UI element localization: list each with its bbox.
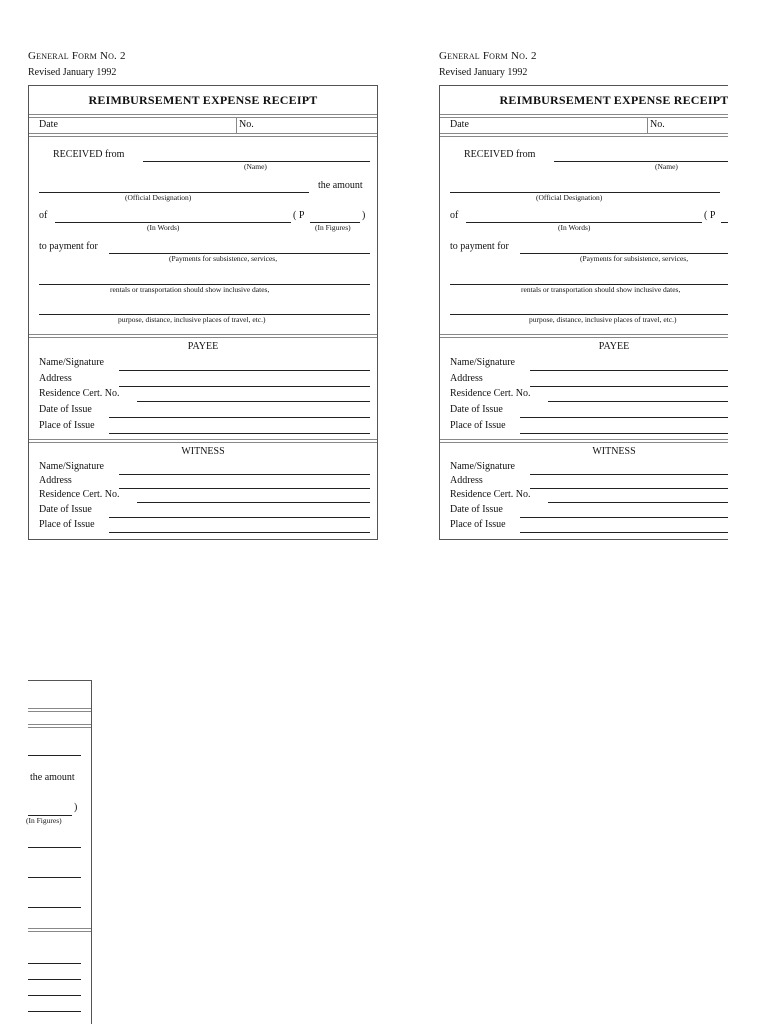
payment-note-3: purpose, distance, inclusive places of travel, etc.) <box>529 315 677 324</box>
form-top-edge <box>28 680 91 681</box>
witness-place-label: Place of Issue <box>39 519 95 530</box>
no-label: No. <box>650 119 665 130</box>
p-open: ( P <box>293 210 305 221</box>
in-figures-caption: (In Figures) <box>315 223 351 232</box>
payee-place-label: Place of Issue <box>450 420 506 431</box>
divider <box>28 928 91 932</box>
amount-figures-field[interactable] <box>721 222 728 223</box>
payee-residence-label: Residence Cert. No. <box>39 388 120 399</box>
name-caption: (Name) <box>655 162 678 171</box>
revision-date: Revised January 1992 <box>28 67 117 78</box>
payee-address-field[interactable] <box>530 386 728 387</box>
witness-place-field[interactable] <box>520 532 728 533</box>
payment-note-1: (Payments for subsistence, services, <box>580 254 689 263</box>
payee-residence-field[interactable] <box>28 995 81 996</box>
form-title: REIMBURSEMENT EXPENSE RECEIPT <box>88 93 318 107</box>
payment-for-field-2[interactable] <box>28 877 81 878</box>
divider <box>440 133 728 137</box>
to-payment-for-label: to payment for <box>39 241 98 252</box>
the-amount-label: the amount <box>318 180 363 191</box>
name-field[interactable] <box>554 161 728 162</box>
payee-address-field[interactable] <box>28 979 81 980</box>
divider <box>440 439 728 443</box>
payee-residence-label: Residence Cert. No. <box>450 388 531 399</box>
witness-date-label: Date of Issue <box>39 504 92 515</box>
payee-heading: PAYEE <box>187 341 219 352</box>
payee-name-label: Name/Signature <box>450 357 515 368</box>
date-label: Date <box>39 119 58 130</box>
payee-address-label: Address <box>450 373 483 384</box>
payee-residence-field[interactable] <box>548 401 728 402</box>
name-caption: (Name) <box>244 162 267 171</box>
p-close: ) <box>74 802 78 813</box>
witness-residence-field[interactable] <box>548 502 728 503</box>
payee-date-label: Date of Issue <box>450 404 503 415</box>
divider <box>28 724 91 728</box>
of-label: of <box>450 210 459 221</box>
witness-date-field[interactable] <box>520 517 728 518</box>
payee-place-field[interactable] <box>520 433 728 434</box>
name-field[interactable] <box>28 755 81 756</box>
payee-place-label: Place of Issue <box>39 420 95 431</box>
witness-residence-label: Residence Cert. No. <box>39 489 120 500</box>
payee-date-label: Date of Issue <box>39 404 92 415</box>
payee-date-field[interactable] <box>28 1011 81 1012</box>
official-designation-caption: (Official Designation) <box>536 193 603 202</box>
official-designation-caption: (Official Designation) <box>125 193 192 202</box>
date-label: Date <box>450 119 469 130</box>
payee-heading: PAYEE <box>598 341 630 352</box>
witness-name-label: Name/Signature <box>450 461 515 472</box>
witness-address-field[interactable] <box>530 488 728 489</box>
payment-for-field-3[interactable] <box>28 907 81 908</box>
witness-name-field[interactable] <box>530 474 728 475</box>
no-label: No. <box>239 119 254 130</box>
payee-name-field[interactable] <box>28 963 81 964</box>
divider <box>647 117 648 133</box>
the-amount-label: the amount <box>30 772 75 783</box>
payment-note-2: rentals or transportation should show inclusive dates, <box>110 285 270 294</box>
witness-heading: WITNESS <box>592 446 636 457</box>
revision-date: Revised January 1992 <box>439 67 528 78</box>
receipt-box <box>439 85 728 540</box>
receipt-form-right <box>439 0 728 560</box>
in-figures-caption: (In Figures) <box>26 816 62 825</box>
divider <box>440 114 728 118</box>
witness-date-label: Date of Issue <box>450 504 503 515</box>
payment-for-field[interactable] <box>28 847 81 848</box>
partial-form-fragment <box>0 680 92 1024</box>
witness-heading: WITNESS <box>181 446 225 457</box>
witness-address-label: Address <box>39 475 72 486</box>
payee-name-label: Name/Signature <box>39 357 104 368</box>
p-open: ( P <box>704 210 716 221</box>
witness-address-label: Address <box>450 475 483 486</box>
witness-residence-label: Residence Cert. No. <box>450 489 531 500</box>
payment-note-2: rentals or transportation should show inclusive dates, <box>521 285 681 294</box>
form-number: General Form No. 2 <box>28 50 126 62</box>
witness-place-label: Place of Issue <box>450 519 506 530</box>
to-payment-for-label: to payment for <box>450 241 509 252</box>
payment-note-3: purpose, distance, inclusive places of travel, etc.) <box>118 315 266 324</box>
witness-name-label: Name/Signature <box>39 461 104 472</box>
payee-name-field[interactable] <box>530 370 728 371</box>
p-close: ) <box>362 210 366 221</box>
divider <box>440 334 728 338</box>
form-edge <box>91 680 92 1024</box>
payee-address-label: Address <box>39 373 72 384</box>
in-words-caption: (In Words) <box>558 223 591 232</box>
of-label: of <box>39 210 48 221</box>
received-from-label: RECEIVED from <box>53 149 125 160</box>
divider <box>28 708 91 712</box>
form-number: General Form No. 2 <box>439 50 537 62</box>
received-from-label: RECEIVED from <box>464 149 536 160</box>
payee-date-field[interactable] <box>520 417 728 418</box>
payment-note-1: (Payments for subsistence, services, <box>169 254 278 263</box>
in-words-caption: (In Words) <box>147 223 180 232</box>
form-title: REIMBURSEMENT EXPENSE RECEIPT <box>499 93 728 107</box>
